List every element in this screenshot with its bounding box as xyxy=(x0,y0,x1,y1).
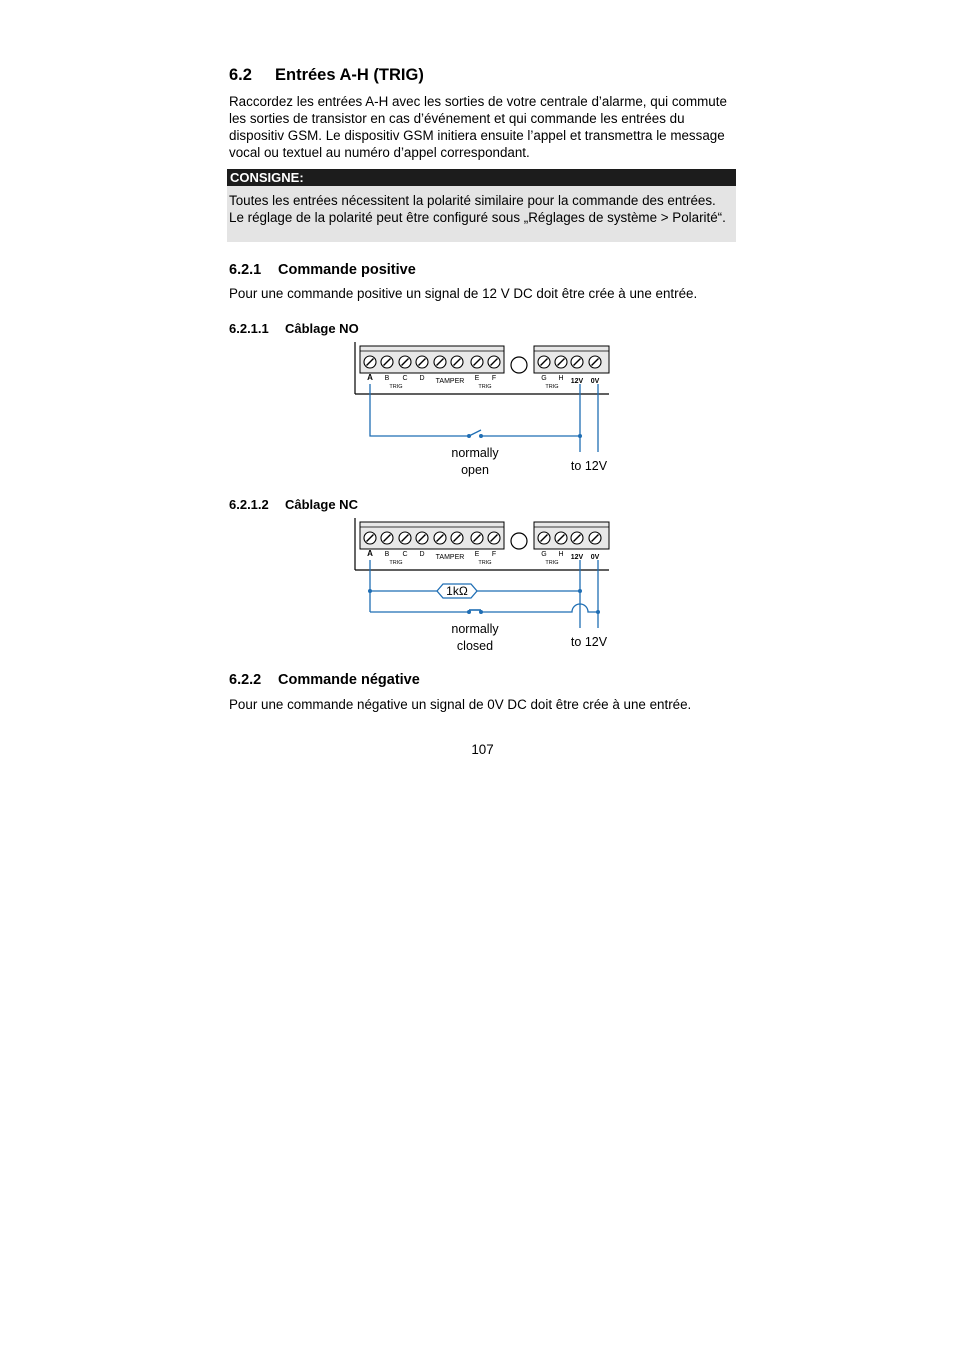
negative-paragraph: Pour une commande négative un signal de 0V DC doit être crée à une entrée. xyxy=(229,697,692,712)
label-e: E xyxy=(474,551,480,558)
supply-label: to 12V xyxy=(570,459,608,473)
supply-label: to 12V xyxy=(570,635,608,649)
resistor-label: 1kΩ xyxy=(446,584,468,598)
label-trig: TRIG xyxy=(389,560,403,566)
intro-paragraph: Raccordez les entrées A-H avec les sorties de votre centrale d’alarme, qui commute les sorties de transistor en cas d’événement et qui commande les entrées du dispositiv GSM. Le dispositiv GSM initiera ensuite l’appel et transmettra le message vocal ou textuel au numéro d’appel correspondant. xyxy=(229,94,727,160)
junction-dot xyxy=(368,589,372,593)
note-box xyxy=(227,186,736,242)
label-tamper: TAMPER xyxy=(435,554,465,561)
switch-terminal xyxy=(467,434,471,438)
subsection-heading-negative: 6.2.2 Commande négative xyxy=(229,672,420,688)
label-g: G xyxy=(541,551,547,558)
label-c: C xyxy=(402,375,408,382)
label-f: F xyxy=(491,375,497,382)
label-0v: 0V xyxy=(590,378,600,385)
label-trig: TRIG xyxy=(545,560,559,566)
label-trig: TRIG xyxy=(478,384,492,390)
switch-label-line1: normally xyxy=(451,446,499,460)
junction-dot xyxy=(578,434,582,438)
label-trig: TRIG xyxy=(389,384,403,390)
switch-terminal xyxy=(467,610,471,614)
switch-label-line2: closed xyxy=(456,639,494,653)
subsection-heading-positive: 6.2.1 Commande positive xyxy=(229,262,416,278)
label-g: G xyxy=(541,375,547,382)
label-c: C xyxy=(402,551,408,558)
label-b: B xyxy=(384,375,390,382)
label-12v: 12V xyxy=(570,554,584,561)
note-text: Toutes les entrées nécessitent la polarité similaire pour la commande des entrées. Le réglage de la polarité peut être configuré sous „Réglages de système > Polarité“. xyxy=(229,193,726,225)
label-trig: TRIG xyxy=(545,384,559,390)
label-a: A xyxy=(367,373,373,382)
label-d: D xyxy=(419,551,425,558)
label-h: H xyxy=(558,551,564,558)
switch-terminal xyxy=(479,610,483,614)
switch-label-line1: normally xyxy=(451,622,499,636)
wiring-diagram-no xyxy=(353,340,613,480)
wiring-diagram-nc xyxy=(353,516,613,656)
label-trig: TRIG xyxy=(478,560,492,566)
subsubsection-heading-no: 6.2.1.1 Câblage NO xyxy=(229,321,359,336)
junction-dot xyxy=(578,589,582,593)
label-tamper: TAMPER xyxy=(435,378,465,385)
note-header: CONSIGNE: xyxy=(227,169,736,186)
resistor xyxy=(437,584,477,598)
label-d: D xyxy=(419,375,425,382)
section-heading: 6.2 Entrées A-H (TRIG) xyxy=(229,66,424,84)
terminal-block xyxy=(355,342,609,394)
label-0v: 0V xyxy=(590,554,600,561)
label-b: B xyxy=(384,551,390,558)
switch-contact-open xyxy=(469,430,481,436)
junction-dot xyxy=(596,610,600,614)
label-h: H xyxy=(558,375,564,382)
subsubsection-heading-nc: 6.2.1.2 Câblage NC xyxy=(229,497,358,512)
positive-paragraph: Pour une commande positive un signal de 12 V DC doit être crée à une entrée. xyxy=(229,286,698,301)
label-12v: 12V xyxy=(570,378,584,385)
switch-terminal xyxy=(479,434,483,438)
label-a: A xyxy=(367,549,373,558)
page-number: 107 xyxy=(471,742,494,757)
label-e: E xyxy=(474,375,480,382)
label-f: F xyxy=(491,551,497,558)
switch-label-line2: open xyxy=(461,463,489,477)
terminal-block xyxy=(355,518,609,570)
